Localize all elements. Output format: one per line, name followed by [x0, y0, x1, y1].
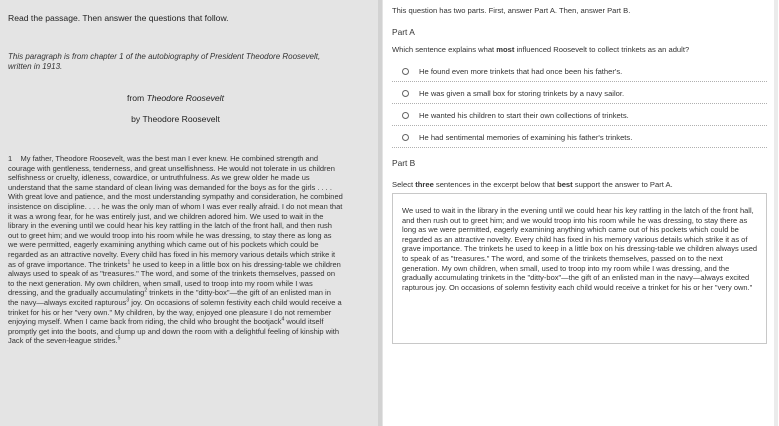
- option-label: He wanted his children to start their own collections of trinkets.: [419, 111, 629, 120]
- passage-text-2: he used to keep in a little box on his dressing-table we children always used to speak of as "treasures." The word, and some of the trinkets themselves, passed on to the next generation. My own children, when small, used to troop into my room while I was dressing, and the gradually accumulating: [8, 259, 341, 298]
- footnote-2[interactable]: 2: [144, 287, 148, 294]
- answer-option-c[interactable]: [392, 106, 767, 126]
- footnote-1[interactable]: 1: [127, 259, 131, 266]
- passage-instructions: Read the passage. Then answer the questions that follow.: [8, 13, 229, 23]
- part-a-label: Part A: [392, 27, 415, 37]
- option-label: He found even more trinkets that had once been his father's.: [419, 67, 623, 76]
- part-b-question-text-end: support the answer to Part A.: [572, 180, 673, 189]
- answer-option-d[interactable]: [392, 128, 767, 148]
- from-prefix: from: [127, 93, 147, 103]
- passage-text-1: My father, Theodore Roosevelt, was the best man I ever knew. He combined strength and courage with gentleness, tenderness, and great unselfishness. He would not tolerate in us children selfishness or cruelty, idleness, cowardice, or untruthfulness. As we grew older he made us understand that the same standard of clean living was demanded for the boys as for the girls . . . . With great love and patience, and the most understanding sympathy and consideration, he combined insistence on discipline. . . . he was the only man of whom I was ever really afraid. I do not mean that it was a wrong fear, for he was entirely just, and we children adored him. We used to wait in the library in the evening until we could hear his key rattling in the latch of the front hall, and then rush out to greet him; and we would troop into his room while he was dressing, to stay there as long as we were permitted, eagerly examining anything which came out of his pockets which could be regarded as an attractive novelty. Every child has fixed in his memory various details which strike it as of grave importance. The trinkets: [8, 154, 343, 269]
- passage-text-4: joy. On occasions of solemn festivity each child would receive a trinket for his or her "very own." My children, by the way, enjoyed one pleasure I do not remember enjoying myself. When I came back from riding, the child who brought the bootjack: [8, 297, 342, 327]
- question-intro: This question has two parts. First, answer Part A. Then, answer Part B.: [392, 6, 631, 15]
- part-a-question-text: Which sentence explains what: [392, 45, 497, 54]
- radio-button[interactable]: [402, 112, 409, 119]
- part-b-emphasis-1: three: [415, 180, 434, 189]
- part-b-question: [392, 180, 673, 189]
- option-label: He had sentimental memories of examining his father's trinkets.: [419, 133, 633, 142]
- part-b-question-text-mid: sentences in the excerpt below that: [433, 180, 558, 189]
- radio-button[interactable]: [402, 90, 409, 97]
- footnote-5[interactable]: 5: [117, 335, 121, 342]
- footnote-4[interactable]: 4: [281, 316, 285, 323]
- question-panel: [392, 0, 772, 426]
- from-title: Theodore Roosevelt: [146, 93, 224, 103]
- answer-option-b[interactable]: [392, 84, 767, 104]
- option-label: He was given a small box for storing trinkets by a navy sailor.: [419, 89, 625, 98]
- passage-author: by Theodore Roosevelt: [131, 114, 220, 124]
- question-scrollbar[interactable]: [774, 0, 778, 426]
- radio-button[interactable]: [402, 68, 409, 75]
- radio-button[interactable]: [402, 134, 409, 141]
- answer-option-a[interactable]: [392, 62, 767, 82]
- selectable-excerpt[interactable]: We used to wait in the library in the evening until we could hear his key rattling in the latch of the front hall, and then rush out to greet him; and we would troop into his room while he was dressing, to stay there as long as we were permitted, eagerly examining anything which came out of his pockets which could be regarded as an attractive novelty. Every child has fixed in his memory various details which strike it as of grave importance. The trinkets he used to keep in a little box on his dressing-table we children always used to speak of as "treasures." The word, and some of the trinkets themselves, passed on to the next generation. My own children, when small, used to troop into my room while I was dressing, and the gradually accumulating trinkets in the "ditty-box"—the gift of an enlisted man in the navy—always excited rapturous joy. On occasions of solemn festivity each child would receive a trinket for his or her "very own.": [392, 193, 767, 344]
- passage-scrollbar[interactable]: [378, 0, 382, 426]
- part-b-emphasis-2: best: [557, 180, 573, 189]
- passage-intro: This paragraph is from chapter 1 of the autobiography of President Theodore Roosevelt, written in 1913.: [8, 52, 321, 71]
- part-a-question-text-end: influenced Roosevelt to collect trinkets as an adult?: [514, 45, 690, 54]
- part-b-label: Part B: [392, 158, 416, 168]
- part-b-question-text: Select: [392, 180, 416, 189]
- passage-text-3: trinkets in the "ditty-box"—the gift of an enlisted man in the navy—always excited rapturous: [8, 288, 331, 307]
- passage-text-5: would itself promptly get into the boots, and clump up and down the room with a delightful feeling of kinship with Jack of the seven-league strides.: [8, 317, 340, 346]
- footnote-3[interactable]: 3: [126, 297, 130, 304]
- paragraph-number: 1: [8, 154, 13, 163]
- part-a-options: [392, 62, 767, 150]
- part-a-question-emphasis: most: [496, 45, 515, 54]
- part-a-question: [392, 45, 689, 54]
- passage-paragraph: [8, 154, 343, 346]
- passage-source: [8, 93, 343, 104]
- passage-panel: [0, 0, 383, 426]
